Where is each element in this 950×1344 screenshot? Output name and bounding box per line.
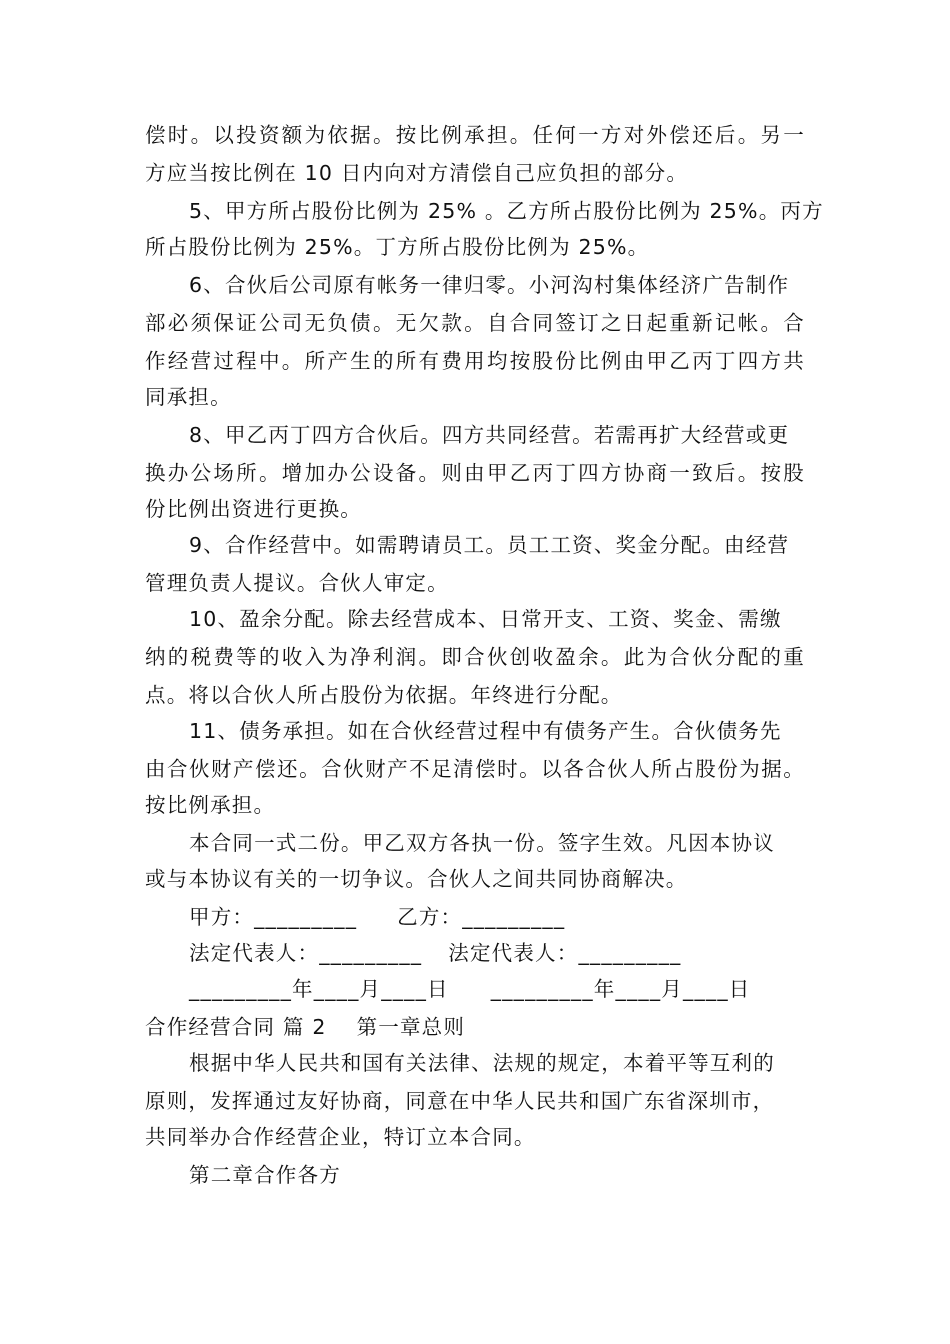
date-row [189, 976, 751, 1002]
paragraph-line: 同承担。 [145, 385, 232, 409]
paragraph-line: 根据中华人民共和国有关法律、法规的规定，本着平等互利的 [189, 1051, 775, 1075]
section-heading [145, 1014, 465, 1040]
chapter-heading: 第二章合作各方 [189, 1163, 341, 1187]
paragraph-line: 份比例出资进行更换。 [145, 497, 362, 521]
paragraph-line: 11、债务承担。如在合伙经营过程中有债务产生。合伙债务先 [189, 719, 782, 743]
party-a-representative: 法定代表人：_________ [189, 941, 423, 965]
party-a-signature: 甲方：_________ [189, 905, 358, 929]
paragraph-line: 纳的税费等的收入为净利润。即合伙创收盈余。此为合伙分配的重 [145, 645, 805, 669]
paragraph-line: 所占股份比例为 25%。丁方所占股份比例为 25%。 [145, 235, 650, 259]
party-a-date: _________年____月____日 [189, 977, 449, 1001]
paragraph-line: 管理负责人提议。合伙人审定。 [145, 571, 449, 595]
paragraph-line: 按比例承担。 [145, 793, 276, 817]
paragraph-line: 10、盈余分配。除去经营成本、日常开支、工资、奖金、需缴 [189, 607, 782, 631]
contract-title: 合作经营合同 篇 2 [145, 1015, 327, 1039]
paragraph-line: 9、合作经营中。如需聘请员工。员工工资、奖金分配。由经营 [189, 533, 790, 557]
paragraph-line: 5、甲方所占股份比例为 25% 。乙方所占股份比例为 25%。丙方 [189, 199, 824, 223]
paragraph-line: 由合伙财产偿还。合伙财产不足清偿时。以各合伙人所占股份为据。 [145, 757, 805, 781]
paragraph-line: 作经营过程中。所产生的所有费用均按股份比例由甲乙丙丁四方共 [145, 349, 805, 373]
paragraph-line: 部必须保证公司无负债。无欠款。自合同签订之日起重新记帐。合 [145, 311, 805, 335]
representative-row [189, 940, 682, 966]
party-b-date: _________年____月____日 [490, 977, 751, 1001]
signature-row [189, 904, 565, 930]
paragraph-line: 6、合伙后公司原有帐务一律归零。小河沟村集体经济广告制作 [189, 273, 790, 297]
paragraph-line: 8、甲乙丙丁四方合伙后。四方共同经营。若需再扩大经营或更 [189, 423, 790, 447]
paragraph-line: 换办公场所。增加办公设备。则由甲乙丙丁四方协商一致后。按股 [145, 461, 805, 485]
party-b-signature: 乙方：_________ [397, 905, 566, 929]
chapter-title: 第一章总则 [356, 1015, 466, 1039]
paragraph-line: 原则，发挥通过友好协商，同意在中华人民共和国广东省深圳市， [145, 1089, 775, 1113]
party-b-representative: 法定代表人：_________ [448, 941, 682, 965]
paragraph-line: 方应当按比例在 10 日内向对方清偿自己应负担的部分。 [145, 161, 689, 185]
paragraph-line: 偿时。以投资额为依据。按比例承担。任何一方对外偿还后。另一 [145, 123, 805, 147]
paragraph-line: 或与本协议有关的一切争议。合伙人之间共同协商解决。 [145, 867, 688, 891]
paragraph-line: 本合同一式二份。甲乙双方各执一份。签字生效。凡因本协议 [189, 831, 775, 855]
paragraph-line: 共同举办合作经营企业，特订立本合同。 [145, 1125, 536, 1149]
paragraph-line: 点。将以合伙人所占股份为依据。年终进行分配。 [145, 683, 623, 707]
